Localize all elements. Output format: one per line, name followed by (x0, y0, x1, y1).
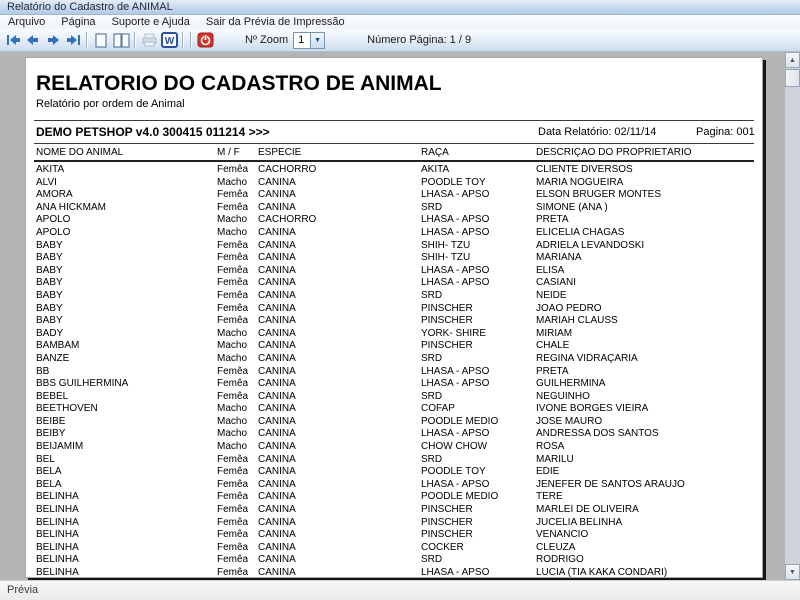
first-page-icon (6, 34, 21, 46)
table-row (26, 214, 762, 227)
close-preview-button[interactable] (195, 31, 215, 50)
table-cell: BELA (36, 478, 62, 490)
table-cell: CANINA (258, 189, 296, 201)
table-cell: AMORA (36, 189, 73, 201)
table-cell: APOLO (36, 226, 71, 238)
table-row (26, 265, 762, 278)
table-cell: LUCIA (TIA KAKA CONDARI) (536, 567, 668, 578)
table-cell: Femêa (217, 516, 249, 528)
table-cell: Femêa (217, 541, 249, 553)
column-header-raca: RAÇA (421, 147, 449, 158)
table-cell: PINSCHER (421, 315, 473, 327)
table-cell: BELINHA (36, 541, 79, 553)
table-row (26, 303, 762, 316)
table-cell: TERE (536, 491, 563, 503)
menu-item-arquivo[interactable]: Arquivo (8, 16, 46, 28)
table-cell: CANINA (258, 453, 296, 465)
column-header-nome: NOME DO ANIMAL (36, 147, 124, 158)
zoom-value: 1 (298, 33, 305, 46)
table-cell: Femêa (217, 478, 249, 490)
table-cell: CLEUZA (536, 541, 576, 553)
table-row (26, 252, 762, 265)
table-cell: Macho (217, 340, 248, 352)
table-cell: APOLO (36, 214, 71, 226)
table-cell: GUILHERMINA (536, 378, 606, 390)
table-cell: BELINHA (36, 516, 79, 528)
table-cell: Femêa (217, 302, 249, 314)
table-cell: CANINA (258, 277, 296, 289)
table-cell: CANINA (258, 226, 296, 238)
table-cell: BEETHOVEN (36, 403, 98, 415)
divider (34, 143, 754, 144)
table-cell: SRD (421, 390, 443, 402)
single-page-view-button[interactable] (91, 31, 111, 50)
table-cell: POODLE TOY (421, 466, 486, 478)
table-cell: ELICELIA CHAGAS (536, 226, 625, 238)
table-cell: CANINA (258, 365, 296, 377)
table-row (26, 542, 762, 555)
table-cell: LHASA - APSO (421, 378, 490, 390)
table-cell: Femêa (217, 277, 249, 289)
vertical-scrollbar[interactable] (785, 52, 800, 580)
table-cell: CANINA (258, 390, 296, 402)
table-cell: Femêa (217, 491, 249, 503)
table-cell: Femêa (217, 252, 249, 264)
table-cell: PRETA (536, 214, 569, 226)
table-cell: CANINA (258, 239, 296, 251)
toolbar (0, 29, 800, 52)
next-page-icon (46, 34, 60, 46)
single-page-icon (95, 33, 107, 48)
table-cell: SHIH- TZU (421, 252, 471, 264)
table-row (26, 202, 762, 215)
table-row (26, 328, 762, 341)
table-header-row (26, 147, 762, 158)
table-cell: RODRIGO (536, 554, 584, 566)
status-text: Prévia (7, 584, 39, 596)
table-cell: MARLEI DE OLIVEIRA (536, 504, 639, 516)
table-cell: Macho (217, 441, 248, 453)
menu-item-suporte-e-ajuda[interactable]: Suporte e Ajuda (111, 16, 190, 28)
table-cell: CANINA (258, 302, 296, 314)
toolbar-separator (86, 32, 88, 49)
scrollbar-thumb[interactable] (785, 69, 800, 87)
table-cell: Macho (217, 214, 248, 226)
table-cell: CANINA (258, 327, 296, 339)
table-cell: LHASA - APSO (421, 277, 490, 289)
up-arrow-icon: ▲ (789, 56, 796, 64)
table-cell: JOSE MAURO (536, 415, 603, 427)
table-cell: SHIH- TZU (421, 239, 471, 251)
table-cell: MARIANA (536, 252, 582, 264)
table-cell: BELINHA (36, 554, 79, 566)
table-row (26, 391, 762, 404)
table-cell: Macho (217, 352, 248, 364)
table-cell: Femêa (217, 289, 249, 301)
table-cell: CANINA (258, 428, 296, 440)
table-cell: CANINA (258, 352, 296, 364)
report-title: RELATORIO DO CADASTRO DE ANIMAL (36, 72, 442, 95)
table-row (26, 290, 762, 303)
table-row (26, 277, 762, 290)
table-cell: BABY (36, 315, 63, 327)
column-header-especie: ESPECIE (258, 147, 302, 158)
menu-item-sair-da-previa[interactable]: Sair da Prévia de Impressão (205, 16, 345, 28)
table-cell: Femêa (217, 453, 249, 465)
table-cell: SRD (421, 201, 443, 213)
table-cell: LHASA - APSO (421, 226, 490, 238)
table-row (26, 529, 762, 542)
table-cell: COFAP (421, 403, 455, 415)
table-cell: Macho (217, 403, 248, 415)
table-cell: CANINA (258, 315, 296, 327)
table-cell: LHASA - APSO (421, 365, 490, 377)
table-cell: SRD (421, 453, 443, 465)
column-header-proprietario: DESCRIÇÃO DO PROPRIETÁRIO (536, 147, 692, 158)
table-cell: CANINA (258, 567, 296, 578)
table-row (26, 227, 762, 240)
prev-page-button[interactable] (23, 31, 43, 50)
table-cell: CANINA (258, 466, 296, 478)
table-cell: Femêa (217, 529, 249, 541)
table-cell: Femêa (217, 567, 249, 578)
table-cell: COCKER (421, 541, 464, 553)
table-cell: CANINA (258, 415, 296, 427)
table-cell: BELA (36, 466, 62, 478)
table-cell: ELISA (536, 264, 565, 276)
table-row (26, 189, 762, 202)
first-page-button[interactable] (3, 31, 23, 50)
table-cell: BADY (36, 327, 64, 339)
table-cell: PINSCHER (421, 504, 473, 516)
table-cell: AKITA (421, 164, 450, 175)
table-cell: CASIANI (536, 277, 577, 289)
table-row (26, 479, 762, 492)
table-row (26, 491, 762, 504)
report-date: Data Relatório: 02/11/14 (538, 126, 657, 138)
table-cell: BELINHA (36, 491, 79, 503)
table-cell: EDIE (536, 466, 560, 478)
table-cell: BEIJAMIM (36, 441, 84, 453)
table-cell: SIMONE (ANA ) (536, 201, 608, 213)
table-cell: YORK- SHIRE (421, 327, 487, 339)
table-cell: BABY (36, 252, 63, 264)
table-cell: ALVI (36, 176, 57, 188)
table-cell: POODLE TOY (421, 176, 486, 188)
table-cell: CANINA (258, 378, 296, 390)
table-cell: CACHORRO (258, 164, 317, 175)
next-page-button[interactable] (43, 31, 63, 50)
table-cell: CANINA (258, 289, 296, 301)
table-cell: LHASA - APSO (421, 428, 490, 440)
table-cell: CANINA (258, 252, 296, 264)
table-cell: CANINA (258, 441, 296, 453)
table-cell: LHASA - APSO (421, 567, 490, 578)
toolbar-separator (190, 32, 192, 49)
table-cell: LHASA - APSO (421, 478, 490, 490)
table-cell: CANINA (258, 478, 296, 490)
table-cell: BABY (36, 302, 63, 314)
menu-item-pagina[interactable]: Página (61, 16, 96, 28)
table-cell: JUCELIA BELINHA (536, 516, 623, 528)
table-cell: Femêa (217, 315, 249, 327)
two-page-view-button[interactable] (111, 31, 131, 50)
table-row (26, 378, 762, 391)
table-cell: BABY (36, 264, 63, 276)
table-cell: BABY (36, 239, 63, 251)
zoom-label: Nº Zoom (245, 34, 289, 46)
table-cell: MARIAH CLAUSS (536, 315, 618, 327)
table-cell: VENANCIO (536, 529, 589, 541)
status-bar (0, 580, 800, 600)
table-cell: MARILU (536, 453, 574, 465)
table-cell: Femêa (217, 466, 249, 478)
table-cell: ADRIELA LEVANDOSKI (536, 239, 645, 251)
table-cell: BEBÉL (36, 390, 69, 402)
last-page-button[interactable] (63, 31, 83, 50)
print-button[interactable] (139, 31, 159, 50)
table-cell: MIRIAM (536, 327, 573, 339)
report-page (25, 57, 763, 578)
table-cell: BABY (36, 277, 63, 289)
table-cell: Femêa (217, 239, 249, 251)
down-arrow-icon: ▼ (789, 568, 796, 576)
table-cell: AKITA (36, 164, 65, 175)
table-row (26, 441, 762, 454)
two-pages-icon (113, 33, 130, 48)
table-cell: BABY (36, 289, 63, 301)
table-cell: BEIBY (36, 428, 66, 440)
table-cell: BELINHA (36, 504, 79, 516)
table-cell: LHASA - APSO (421, 264, 490, 276)
table-row (26, 428, 762, 441)
table-cell: JOAO PEDRO (536, 302, 602, 314)
chevron-down-icon[interactable]: ▼ (310, 33, 324, 48)
table-row (26, 353, 762, 366)
table-cell: REGINA VIDRAÇARIA (536, 352, 638, 364)
table-cell: Femêa (217, 201, 249, 213)
table-cell: CANINA (258, 491, 296, 503)
table-cell: Femêa (217, 378, 249, 390)
table-row (26, 466, 762, 479)
table-cell: BELINHA (36, 567, 79, 578)
table-row (26, 517, 762, 530)
report-subtitle: Relatório por ordem de Animal (36, 98, 185, 110)
table-cell: ANA HICKMAM (36, 201, 107, 213)
table-cell: POODLE MEDIO (421, 491, 499, 503)
table-cell: LHASA - APSO (421, 189, 490, 201)
table-cell: PRETA (536, 365, 569, 377)
table-cell: NEIDE (536, 289, 567, 301)
table-cell: CANINA (258, 340, 296, 352)
table-cell: CHALE (536, 340, 570, 352)
export-word-button[interactable] (159, 31, 179, 50)
table-cell: CANINA (258, 516, 296, 528)
table-cell: PINSCHER (421, 529, 473, 541)
table-row (26, 454, 762, 467)
table-cell: ROSA (536, 441, 565, 453)
table-cell: SRD (421, 352, 443, 364)
table-cell: CANINA (258, 529, 296, 541)
table-row (26, 567, 762, 578)
table-cell: BAMBAM (36, 340, 80, 352)
menu-bar (0, 15, 800, 29)
divider (34, 160, 754, 162)
window-title-bar (0, 0, 800, 15)
table-cell: CLIENTE DIVERSOS (536, 164, 633, 175)
table-cell: CANINA (258, 176, 296, 188)
table-row (26, 240, 762, 253)
table-cell: PINSCHER (421, 340, 473, 352)
table-cell: PINSCHER (421, 302, 473, 314)
table-row (26, 554, 762, 567)
svg-text:W: W (164, 36, 174, 47)
table-cell: Macho (217, 415, 248, 427)
table-cell: CANINA (258, 504, 296, 516)
table-cell: Macho (217, 226, 248, 238)
table-cell: BB (36, 365, 50, 377)
prev-page-icon (26, 34, 40, 46)
table-row (26, 177, 762, 190)
table-row (26, 340, 762, 353)
scroll-up-button[interactable] (785, 52, 800, 68)
table-cell: Femêa (217, 164, 249, 175)
table-cell: CACHORRO (258, 214, 317, 226)
table-cell: MARIA NOGUEIRA (536, 176, 624, 188)
page-number-label: Número Página: 1 / 9 (367, 34, 472, 46)
table-cell: Femêa (217, 264, 249, 276)
table-cell: IVONE BORGES VIEIRA (536, 403, 649, 415)
table-cell: Macho (217, 428, 248, 440)
table-cell: CHOW CHOW (421, 441, 488, 453)
preview-area (0, 52, 800, 580)
scroll-down-button[interactable] (785, 564, 800, 580)
divider (34, 120, 754, 121)
report-table-body (26, 164, 762, 578)
table-cell: CANINA (258, 403, 296, 415)
zoom-select[interactable] (293, 32, 325, 49)
table-row (26, 366, 762, 379)
table-cell: POODLE MEDIO (421, 415, 499, 427)
table-cell: CANINA (258, 554, 296, 566)
table-row (26, 416, 762, 429)
table-cell: Macho (217, 176, 248, 188)
table-cell: BEIBE (36, 415, 66, 427)
table-cell: NEGUINHO (536, 390, 590, 402)
table-cell: BELINHA (36, 529, 79, 541)
table-cell: JENEFER DE SANTOS ARAUJO (536, 478, 685, 490)
table-cell: BBS GUILHERMINA (36, 378, 129, 390)
table-cell: CANINA (258, 201, 296, 213)
printer-icon (142, 33, 157, 47)
table-cell: LHASA - APSO (421, 214, 490, 226)
table-cell: CANINA (258, 541, 296, 553)
table-cell: Femêa (217, 365, 249, 377)
toolbar-separator (134, 32, 136, 49)
table-cell: SRD (421, 554, 443, 566)
report-page-number: Pagina: 001 (696, 126, 755, 138)
window-title: Relatório do Cadastro de ANIMAL (7, 1, 173, 13)
report-app-line: DEMO PETSHOP v4.0 300415 011214 >>> (36, 125, 270, 139)
table-cell: PINSCHER (421, 516, 473, 528)
column-header-sexo: M / F (217, 147, 240, 158)
table-row (26, 504, 762, 517)
word-export-icon (161, 32, 178, 48)
close-preview-power-icon (197, 32, 214, 48)
table-row (26, 403, 762, 416)
table-cell: ANDRESSA DOS SANTOS (536, 428, 659, 440)
table-cell: CANINA (258, 264, 296, 276)
table-row (26, 164, 762, 177)
table-cell: BEL (36, 453, 55, 465)
table-cell: Femêa (217, 554, 249, 566)
toolbar-separator (182, 32, 184, 49)
table-cell: BANZÉ (36, 352, 70, 364)
table-cell: Femêa (217, 189, 249, 201)
table-cell: SRD (421, 289, 443, 301)
table-row (26, 315, 762, 328)
table-cell: Macho (217, 327, 248, 339)
table-cell: Femêa (217, 504, 249, 516)
table-cell: ELSON BRUGER MONTES (536, 189, 662, 201)
last-page-icon (66, 34, 81, 46)
table-cell: Femêa (217, 390, 249, 402)
